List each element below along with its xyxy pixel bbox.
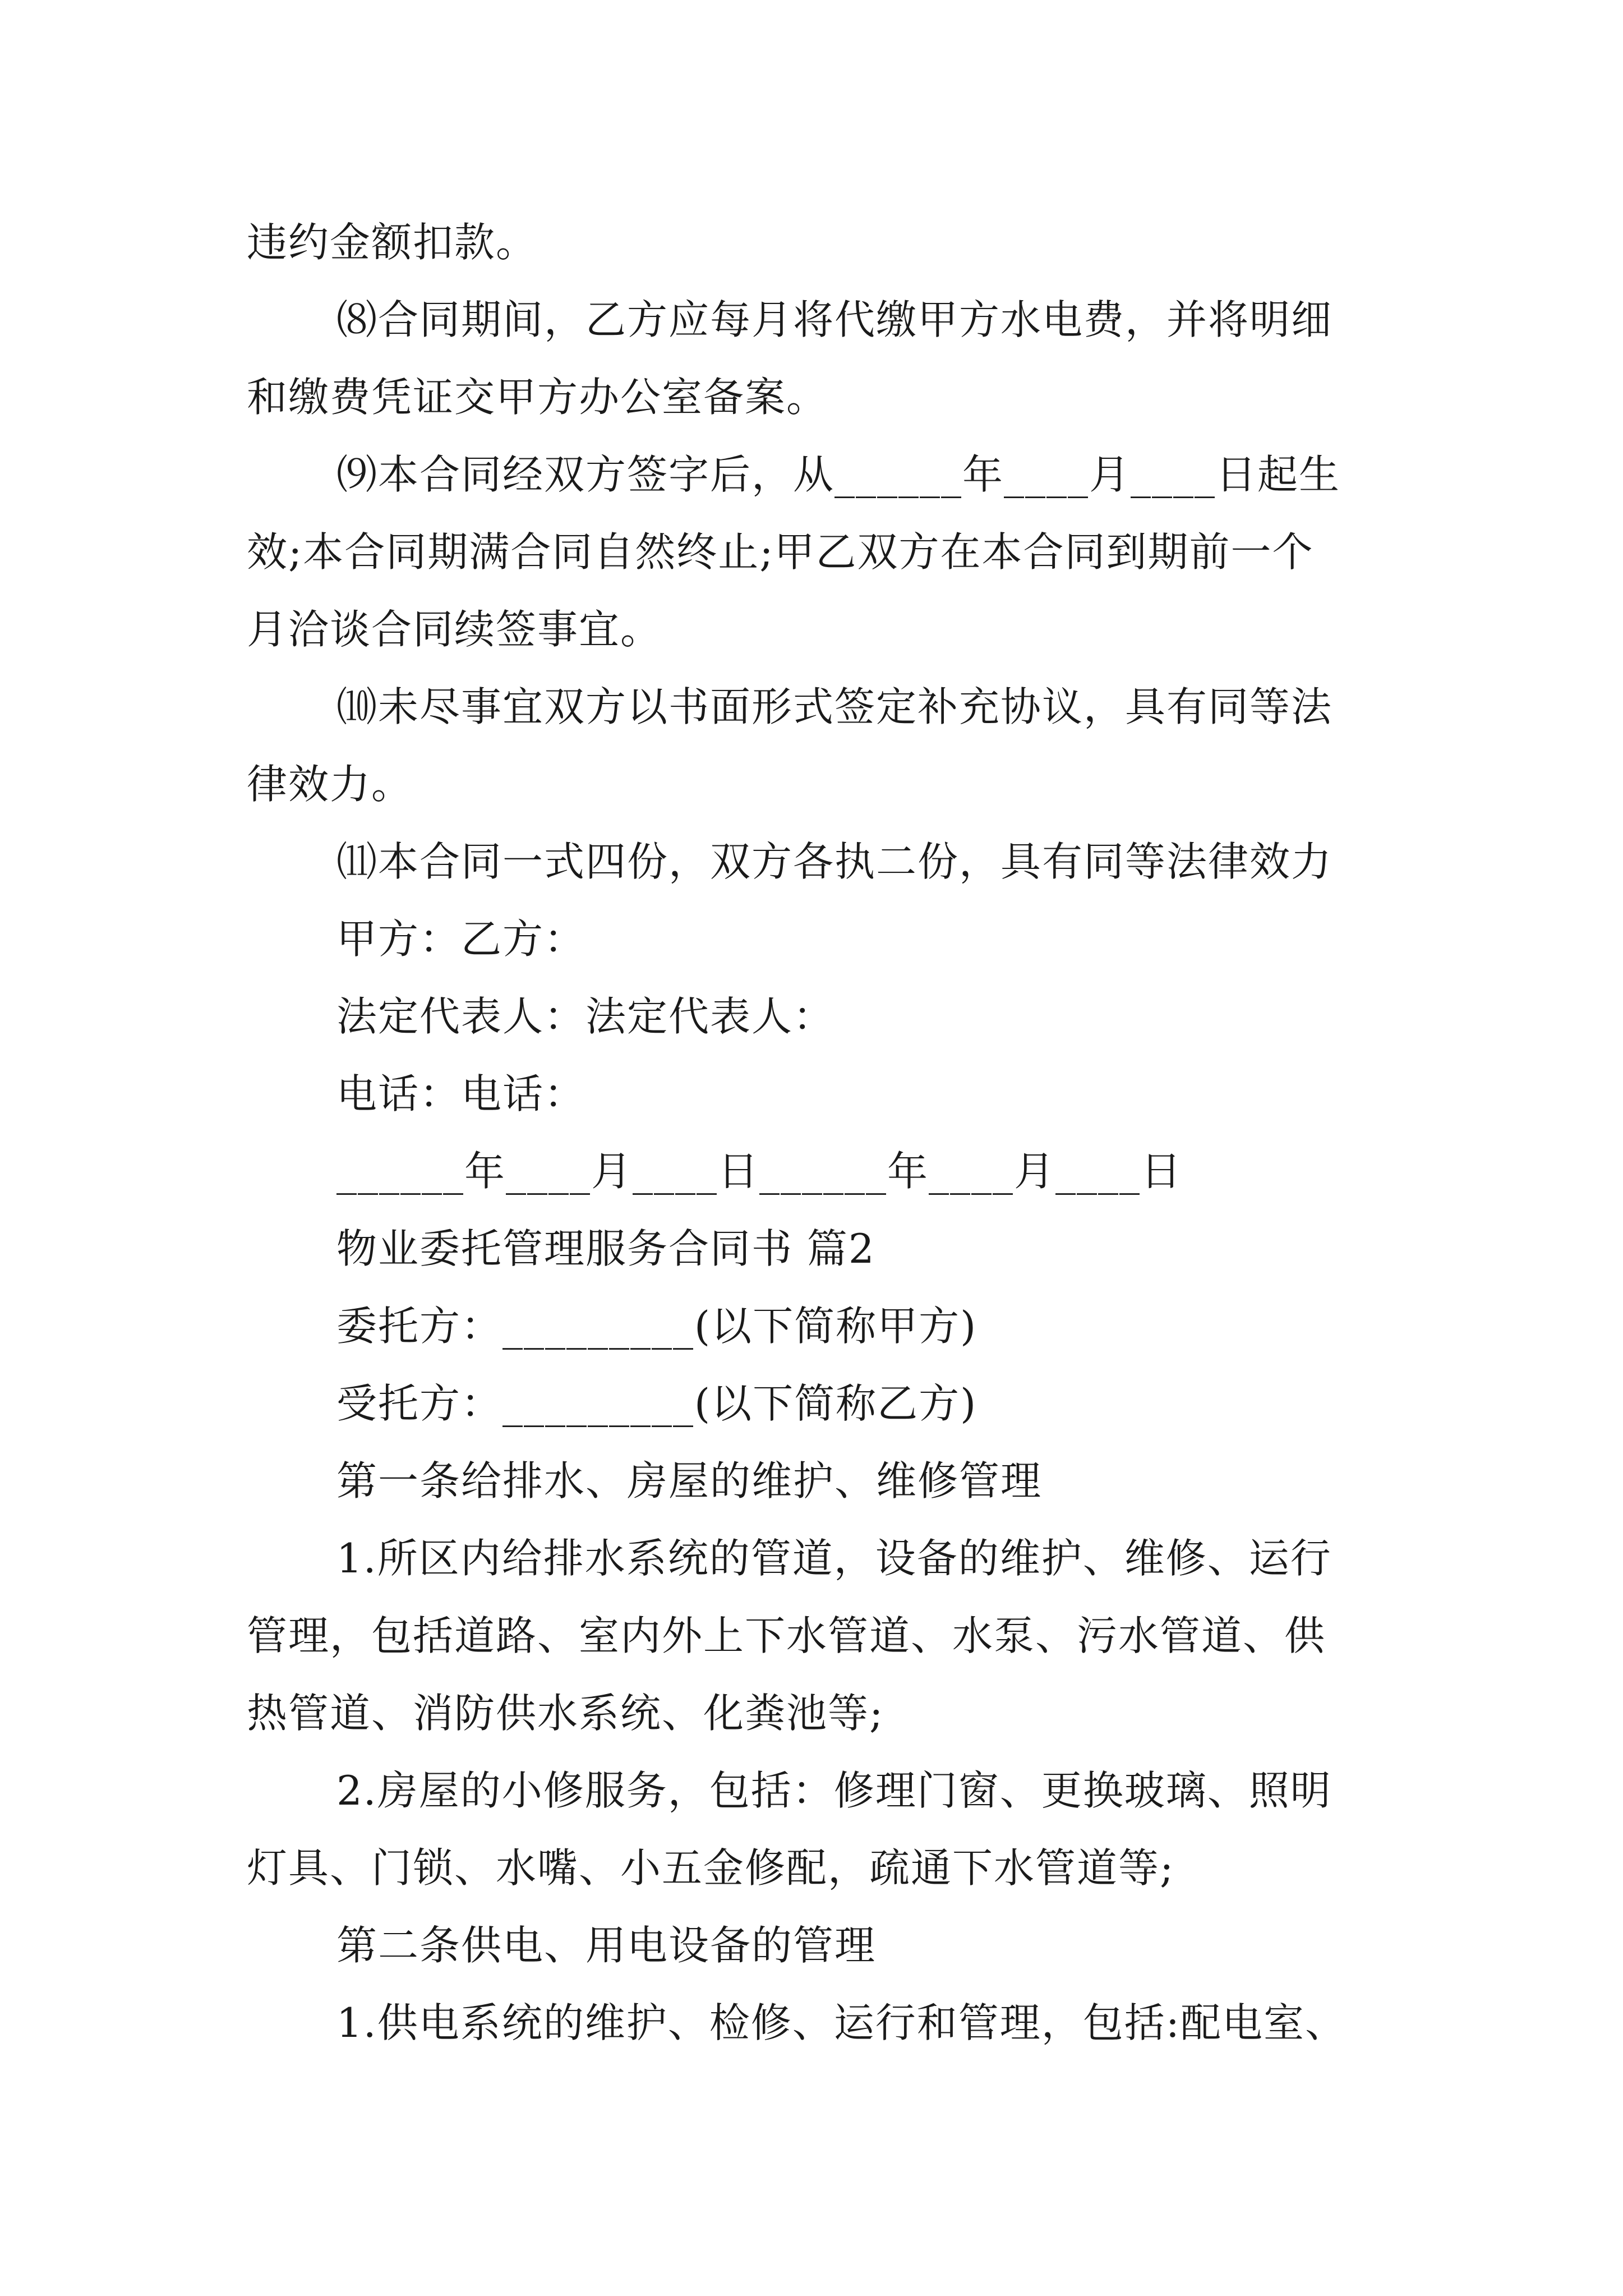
date-line: ______年____月____日______年____月____日	[336, 1148, 1183, 1195]
text-line: 和缴费凭证交甲方办公室备案。	[247, 374, 828, 421]
text-line: 效;本合同期满合同自然终止;甲乙双方在本合同到期前一个	[247, 528, 1314, 576]
text-line: 律效力。	[247, 761, 413, 808]
text-line: ⑾本合同一式四份，双方各执二份，具有同等法律效力	[336, 838, 1333, 885]
text-line: ⑻合同期间，乙方应每月将代缴甲方水电费，并将明细	[336, 296, 1333, 343]
text-line: 2.房屋的小修服务，包括：修理门窗、更换玻璃、照明	[336, 1767, 1332, 1814]
text-line: 灯具、门锁、水嘴、小五金修配，疏通下水管道等;	[247, 1844, 1175, 1892]
text-line: 热管道、消防供水系统、化粪池等;	[247, 1690, 884, 1737]
section-title: 物业委托管理服务合同书 篇2	[336, 1225, 875, 1272]
text-line: 委托方：_________(以下简称甲方)	[336, 1303, 978, 1350]
text-line: 电话：电话：	[336, 1070, 586, 1117]
text-line: 违约金额扣款。	[247, 219, 538, 266]
text-line: 管理，包括道路、室内外上下水管道、水泵、污水管道、供	[247, 1612, 1326, 1659]
text-line: 法定代表人：法定代表人：	[336, 993, 835, 1040]
text-line: 甲方：乙方：	[336, 915, 586, 963]
text-line: ⑼本合同经双方签字后，从______年____月____日起生	[336, 451, 1341, 498]
text-line: 受托方：_________(以下简称乙方)	[336, 1380, 978, 1427]
article-heading: 第一条给排水、房屋的维护、维修管理	[336, 1457, 1043, 1504]
text-line: 月洽谈合同续签事宜。	[247, 606, 662, 653]
text-line: 1.所区内给排水系统的管道，设备的维护、维修、运行	[336, 1535, 1332, 1582]
article-heading: 第二条供电、用电设备的管理	[336, 1922, 877, 1969]
text-line: ⑽未尽事宜双方以书面形式签定补充协议，具有同等法	[336, 683, 1333, 730]
text-line: 1.供电系统的维护、检修、运行和管理，包括:配电室、	[336, 1999, 1347, 2046]
